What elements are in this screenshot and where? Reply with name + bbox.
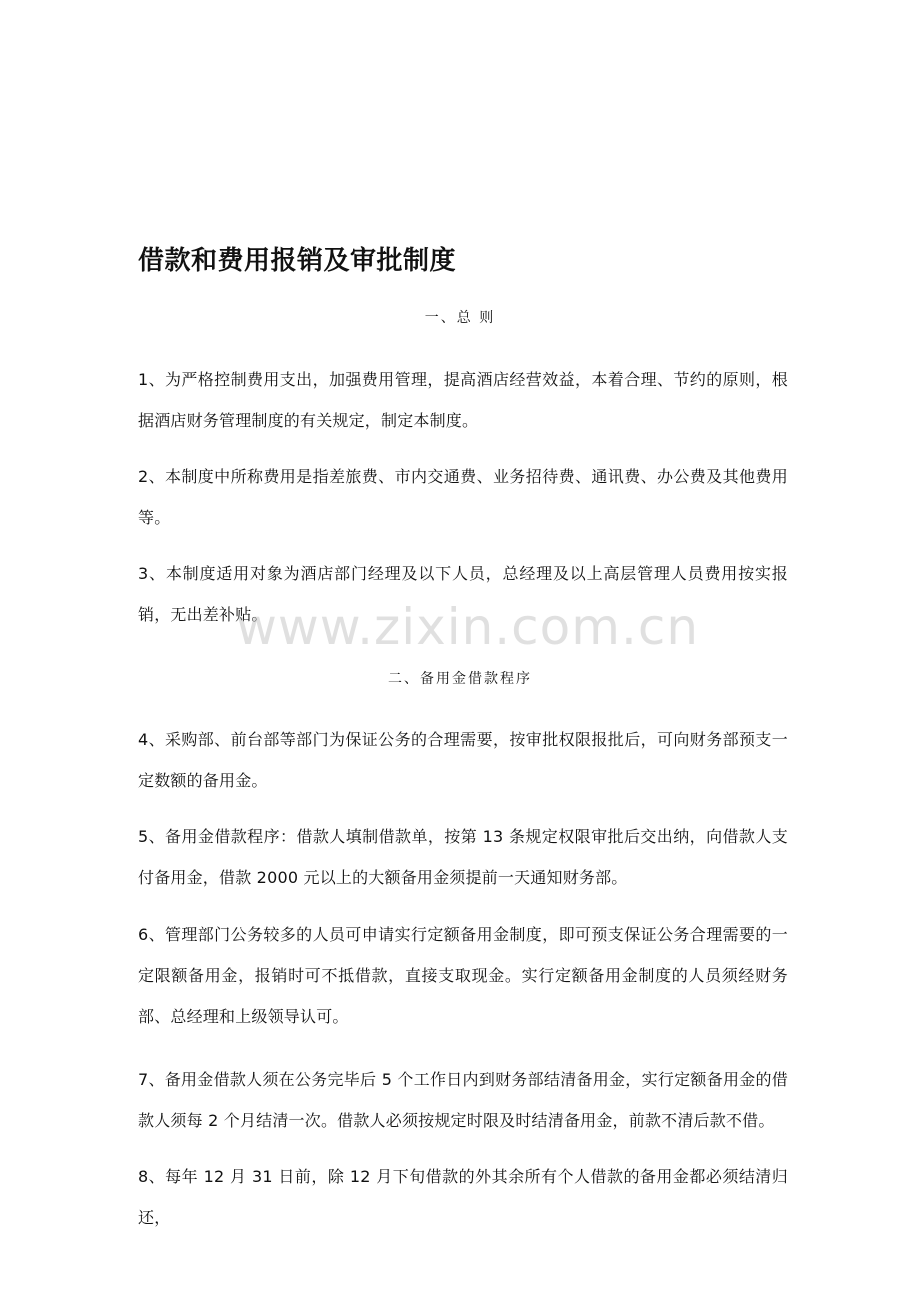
paragraph: 4、采购部、前台部等部门为保证公务的合理需要，按审批权限报批后，可向财务部预支一定数额的备用金。 bbox=[138, 730, 788, 790]
paragraph: 7、备用金借款人须在公务完毕后 5 个工作日内到财务部结清备用金，实行定额备用金的借款人须每 2 个月结清一次。借款人必须按规定时限及时结清备用金，前款不清后款不借。 bbox=[138, 1070, 788, 1130]
paragraph: 5、备用金借款程序：借款人填制借款单，按第 13 条规定权限审批后交出纳，向借款人支付备用金，借款 2000 元以上的大额备用金须提前一天通知财务部。 bbox=[138, 827, 788, 887]
paragraph: 1、为严格控制费用支出，加强费用管理，提高酒店经营效益，本着合理、节约的原则，根据酒店财务管理制度的有关规定，制定本制度。 bbox=[138, 370, 788, 430]
document-title: 借款和费用报销及审批制度 bbox=[138, 246, 457, 276]
paragraph: 6、管理部门公务较多的人员可申请实行定额备用金制度，即可预支保证公务合理需要的一定限额备用金，报销时可不抵借款，直接支取现金。实行定额备用金制度的人员须经财务部、总经理和上级领导认可。 bbox=[138, 925, 788, 1026]
watermark: www.zixin.com.cn bbox=[236, 598, 700, 656]
section-heading-petty-cash: 二、备用金借款程序 bbox=[388, 671, 532, 687]
section-heading-general: 一、总 则 bbox=[424, 310, 496, 326]
paragraph: 8、每年 12 月 31 日前，除 12 月下旬借款的外其余所有个人借款的备用金都必须结清归还， bbox=[138, 1167, 788, 1227]
paragraph: 3、本制度适用对象为酒店部门经理及以下人员，总经理及以上高层管理人员费用按实报销，无出差补贴。 bbox=[138, 564, 788, 624]
paragraph: 2、本制度中所称费用是指差旅费、市内交通费、业务招待费、通讯费、办公费及其他费用等。 bbox=[138, 467, 788, 527]
